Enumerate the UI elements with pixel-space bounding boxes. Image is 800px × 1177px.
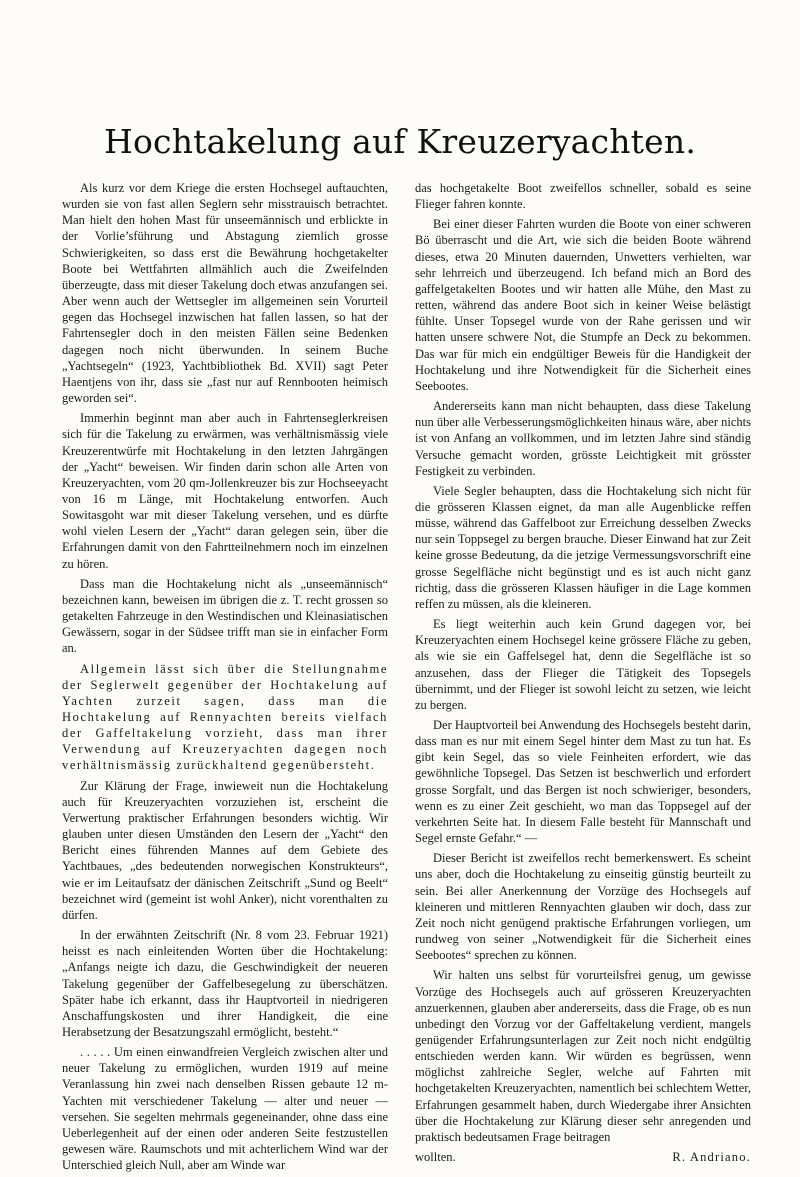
paragraph: Dieser Bericht ist zweifellos recht bemerkenswert. Es scheint uns aber, doch die Hochtakelung zu einseitig günstig beurteilt zu sein. Bei aller Anerkennung der Vorzüge des Hochsegels auf kleineren und mittleren Rennyachten glauben wir doch, dass zur Zeit noch nicht genügend praktische Erfahrungen vorliegen, um rundweg von seiner „Notwendigkeit für die Sicherheit eines Seebootes“ sprechen zu können. (415, 851, 751, 963)
article-title: Hochtakelung auf Kreuzeryachten. (103, 122, 697, 161)
author-signature: R. Andriano. (672, 1150, 751, 1165)
paragraph: Es liegt weiterhin auch kein Grund dagegen vor, bei Kreuzeryachten einem Hochsegel keine grössere Fläche zu geben, als wie sie ein Gaffelsegel hat, denn die Segelfläche ist so anzusehen, dass der Flieger die Tätigkeit des Topsegels übernimmt, und der Flieger ist sowohl leicht zu setzen, wie leicht zu bergen. (415, 617, 751, 712)
paragraph: Zur Klärung der Frage, inwieweit nun die Hochtakelung auch für Kreuzeryachten vorzuziehen ist, erscheint die Verwertung praktischer Erfahrungen besonders wichtig. Wir glauben unter diesen Umständen den Lesern der „Yacht“ den Bericht eines führenden Mannes auf dem Gebiete des Yachtbaues, „des bedeutenden norwegischen Konstrukteurs“, wie er im Leitaufsatz der dänischen Zeitschrift „Sund og Beelt“ bezeichnet wird (gemeint ist wohl Anker), nicht vorenthalten zu dürfen. (62, 778, 388, 922)
right-column (415, 180, 751, 1165)
paragraph: das hochgetakelte Boot zweifellos schneller, sobald es seine Flieger fahren konnte. (415, 181, 751, 212)
paragraph: Der Hauptvorteil bei Anwendung des Hochsegels besteht darin, dass man es nur mit einem Segel hinter dem Mast zu tun hat. Es gibt kein Segel, das so viele Feinheiten erfordert, wie das gewöhnliche Topsegel. Das Setzen ist beschwerlich und erfordert grosse Sorgfalt, und das Bergen ist noch schwieriger, besonders, wenn es zu einer Zeit geschieht, wo man das Toppsegel auf der verkehrten Seite hat. In diesem Falle besteht für Mannschaft und Segel ernste Gefahr.“ — (415, 718, 751, 846)
paragraph: Viele Segler behaupten, dass die Hochtakelung sich nicht für die grösseren Klassen eignet, da man alle Augenblicke reffen müsse, während das Gaffelboot zur Erreichung desselben Zwecks nur sein Toppsegel zu bergen brauche. Dieser Einwand hat zur Zeit keine grosse Bedeutung, da die jetzige Vermessungsvorschrift eine grosse Segelfläche nicht begünstigt und es ist auch nicht ganz richtig, dass die grösseren Klassen häufiger in die Lage kommen reffen zu müssen, als die kleineren. (415, 483, 751, 611)
paragraph: Allgemein lässt sich über die Stellungnahme der Seglerwelt gegenüber der Hochtakelung auf Yachten zurzeit sagen, dass man die Hochtakelung auf Rennyachten bereits vielfach der Gaffeltakelung vorzieht, dass man ihrer Verwendung auf Kreuzeryachten dagegen noch verhältnismässig zurückhaltend gegenübersteht. (62, 661, 388, 773)
paragraph: Dass man die Hochtakelung nicht als „unseemännisch“ bezeichnen kann, beweisen im übrigen die z. T. recht grossen so getakelten Fahrzeuge in den Westindischen und Kleinasiatischen Gewässern, sogar in der Südsee trifft man sie in einfacher Form an. (62, 576, 388, 656)
paragraph: Als kurz vor dem Kriege die ersten Hochsegel auftauchten, wurden sie von fast allen Seglern sehr misstrauisch betrachtet. Man hielt den hohen Mast für unseemännisch und erblickte in der Vorlie’sführung und Abstagung ziemlich grosse Schwierigkeiten, so dass erst die Bewährung hochgetakelter Boote bei Wettfahrten allmählich auch die Zweifelnden überzeugte, dass mit dieser Takelung doch etwas anzufangen sei. Aber wenn auch der Wettsegler im allgemeinen sein Vorurteil gegen das Hochsegel inzwischen hat fallen lassen, so hat der Fahrtensegler doch in den meisten Fällen seine Bedenken dagegen noch nicht überwunden. In seinem Buche „Yachtsegeln“ (1923, Yachtbibliothek Bd. XVII) sagt Peter Haentjens von ihr, dass sie „fast nur auf Rennbooten heimisch geworden sei“. (62, 181, 388, 406)
closing-row (415, 1149, 751, 1165)
paragraph: Immerhin beginnt man aber auch in Fahrtenseglerkreisen sich für die Takelung zu erwärmen, was verhältnismässig viele Kreuzerentwürfe mit Hochtakelung in den letzten Jahrgängen der „Yacht“ beweisen. Wir finden darin schon alle Arten von Kreuzeryachten, vom 20 qm-Jollenkreuzer bis zur Hochseeyacht von 16 m Länge, mit Hochtakelung entworfen. Auch Sowitasgoht war mit dieser Takelung versehen, und es dürfte wohl vielen Lesern der „Yacht“ daran gelegen sein, über die Erfahrungen damit von den Fahrtteilnehmern noch im einzelnen zu hören. (62, 411, 388, 571)
closing-word: wollten. (415, 1150, 456, 1165)
paragraph: In der erwähnten Zeitschrift (Nr. 8 vom 23. Februar 1921) heisst es nach einleitenden Worten über die Hochtakelung: „Anfangs neigte ich dazu, die Geschwindigkeit der neueren Takelung gegenüber der Gaffelbesegelung zu überschätzen. Später habe ich erkannt, dass ihr Hauptvorteil in niedrigeren Anschaffungskosten und ihrer Handigkeit, die eine Herabsetzung der Besatzungszahl ermöglicht, besteht.“ (62, 928, 388, 1039)
paragraph: Andererseits kann man nicht behaupten, dass diese Takelung nun über alle Verbesserungsmöglichkeiten hinaus wäre, aber nichts ist von Anfang an vollkommen, und im letzten Jahre sind ständig Versuche gemacht worden, grösste Leichtigkeit mit grösster Festigkeit zu verbinden. (415, 399, 751, 478)
paragraph: Bei einer dieser Fahrten wurden die Boote von einer schweren Bö überrascht und die Art, wie sich die beiden Boote während dieses, etwa 20 Minuten dauernden, Unwetters verhielten, war sehr lehrreich und überzeugend. Ich befand mich an Bord des gaffelgetakelten Bootes und wir hatten alle Mühe, den Mast zu retten, während das andere Boot sich in keiner Weise belästigt fühlte. Unser Topsegel wurde von der Rahe gerissen und wir hatten unsere schwere Not, die Stumpfe an Deck zu bekommen. Das war für mich ein endgültiger Beweis für die Handigkeit der Hochtakelung und ihre Notwendigkeit für die Sicherheit eines Seebootes. (415, 217, 751, 393)
paragraph: Wir halten uns selbst für vorurteilsfrei genug, um gewisse Vorzüge des Hochsegels auch auf grösseren Kreuzeryachten anzuerkennen, glauben aber andererseits, dass die Frage, ob es nun unbedingt den Vorzug vor der Gaffeltakelung verdient, mangels genügender Erfahrungsunterlagen zur Zeit noch nicht endgültig entschieden werden kann. Wir würden es begrüssen, wenn möglichst zahlreiche Segler, welche auf Fahrten mit hochgetakelten Kreuzeryachten, namentlich bei schlechtem Wetter, Erfahrungen gesammelt haben, durch Wiedergabe ihrer Ansichten über die Hochtakelung zur Klärung dieser sehr anregenden und praktisch bedeutsamen Frage beitragen (415, 968, 751, 1144)
paragraph: . . . . . Um einen einwandfreien Vergleich zwischen alter und neuer Takelung zu ermöglichen, wurden 1919 auf meine Veranlassung hin zwei nach denselben Rissen gebaute 12 m-Yachten mit verschiedener Takelung — alter und neuer — versehen. Sie segelten mehrmals gegeneinander, ohne dass eine Ueberlegenheit auf der einen oder anderen Seite festzustellen gewesen wäre. Raumschots und mit achterlichem Wind war der Unterschied gleich Null, aber am Winde war (62, 1045, 388, 1173)
left-column (62, 180, 388, 1177)
